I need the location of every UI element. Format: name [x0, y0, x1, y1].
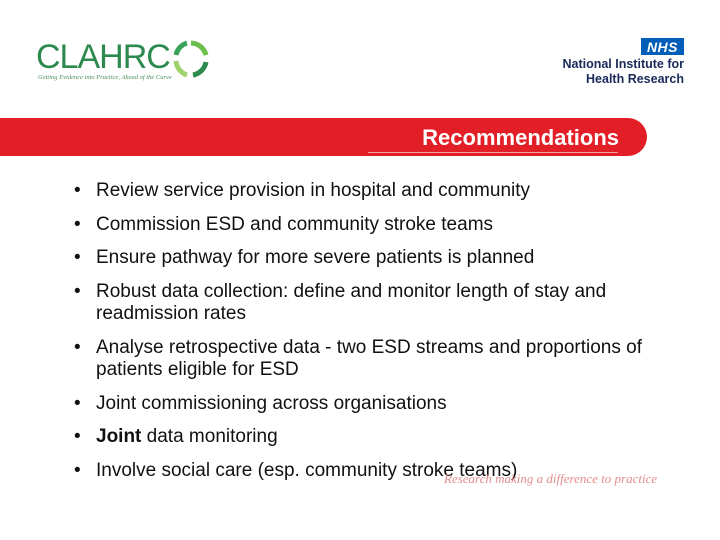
list-item: • Robust data collection: define and monitor length of stay and readmission rates	[74, 280, 607, 324]
list-item: • Ensure pathway for more severe patients is planned	[74, 247, 535, 268]
clahrc-logo	[36, 36, 226, 86]
list-item: • Commission ESD and community stroke teams	[74, 213, 494, 235]
bullet-icon: •	[74, 392, 81, 414]
footer-watermark: Research making a difference to practice	[444, 471, 658, 486]
bullet-icon: •	[74, 426, 81, 447]
bullet-icon: •	[74, 336, 81, 358]
list-item: • Joint data monitoring	[74, 426, 278, 447]
nihr-line-1: National Institute for	[562, 57, 684, 71]
list-item: • Involve social care (esp. community stroke teams)	[74, 459, 518, 481]
recommendation-list	[74, 180, 694, 493]
list-item: • Review service provision in hospital and community	[74, 180, 531, 201]
bullet-icon: •	[74, 247, 81, 268]
list-item: • Joint commissioning across organisations	[74, 392, 447, 414]
list-item: • Analyse retrospective data - two ESD streams and proportions of patients eligible for ESD	[74, 336, 642, 380]
nihr-logo	[534, 38, 684, 88]
title-banner	[0, 118, 647, 156]
bullet-icon: •	[74, 180, 81, 201]
nhs-badge: NHS	[641, 38, 684, 55]
bullet-icon: •	[74, 280, 81, 302]
clahrc-tagline: Getting Evidence into Practice, Ahead of the Curve	[38, 74, 172, 81]
clahrc-logo-text: CLAHRC	[36, 38, 170, 76]
bullet-icon: •	[74, 213, 81, 235]
title-underline	[368, 152, 618, 153]
bullet-icon: •	[74, 459, 81, 481]
slide-title: Recommendations	[422, 125, 619, 150]
nihr-line-2: Health Research	[586, 72, 684, 86]
recycle-ring-icon	[172, 40, 210, 78]
